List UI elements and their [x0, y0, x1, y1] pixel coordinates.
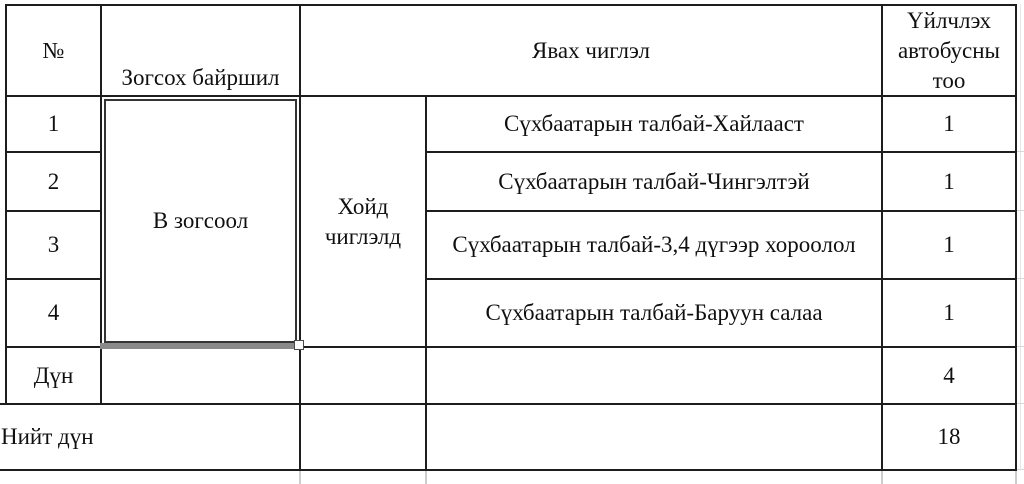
route-cell: Сүхбаатарын талбай-Баруун салаа: [425, 278, 883, 348]
row-number-cell: 2: [5, 151, 102, 212]
gridline-faint: [1017, 403, 1024, 404]
route-cell: Сүхбаатарын талбай-Хайлааст: [425, 95, 883, 153]
gridline-faint: [1017, 469, 1024, 470]
bus-count-cell: 1: [881, 95, 1017, 153]
row-number-cell: 3: [5, 210, 102, 280]
gridline-faint: [1020, 4, 1021, 469]
subtotal-empty-cell: [100, 346, 301, 405]
grand-total-label-cell: Нийт дүн: [0, 403, 301, 471]
gridline-faint: [1017, 346, 1024, 347]
header-direction-cell: Явах чиглэл: [299, 4, 883, 97]
bus-count-cell: 1: [881, 278, 1017, 348]
subtotal-empty-cell: [425, 346, 883, 405]
row-number-cell: 1: [5, 95, 102, 153]
gridline-faint: [1017, 210, 1024, 211]
subtotal-value-cell: 4: [881, 346, 1017, 405]
stop-location-box: В зогсоол: [104, 99, 297, 343]
gridline-faint: [1017, 151, 1024, 152]
heading-direction-merged-cell: Хойд чиглэлд: [299, 95, 427, 348]
bus-count-cell: 1: [881, 151, 1017, 212]
bus-count-cell: 1: [881, 210, 1017, 280]
route-cell: Сүхбаатарын талбай-3,4 дүгээр хороолол: [425, 210, 883, 280]
route-cell: Сүхбаатарын талбай-Чингэлтэй: [425, 151, 883, 212]
gridline-faint: [299, 471, 301, 484]
gridline-faint: [881, 471, 883, 484]
grand-total-empty-cell: [299, 403, 427, 471]
row-number-cell: 4: [5, 278, 102, 348]
subtotal-label-cell: Дүн: [5, 346, 102, 405]
header-no-cell: №: [5, 4, 102, 97]
selected-border-edge: [100, 343, 301, 349]
gridline-faint: [1017, 278, 1024, 279]
resize-handle[interactable]: [294, 340, 304, 350]
grand-total-empty-cell: [425, 403, 883, 471]
header-stop-location-cell: Зогсох байршил: [100, 4, 301, 97]
gridline-faint: [425, 471, 427, 484]
grand-total-value-cell: 18: [881, 403, 1017, 471]
header-bus-count-cell: Үйлчлэх автобусны тоо: [881, 4, 1017, 97]
gridline-faint: [1015, 471, 1017, 484]
subtotal-empty-cell: [299, 346, 427, 405]
